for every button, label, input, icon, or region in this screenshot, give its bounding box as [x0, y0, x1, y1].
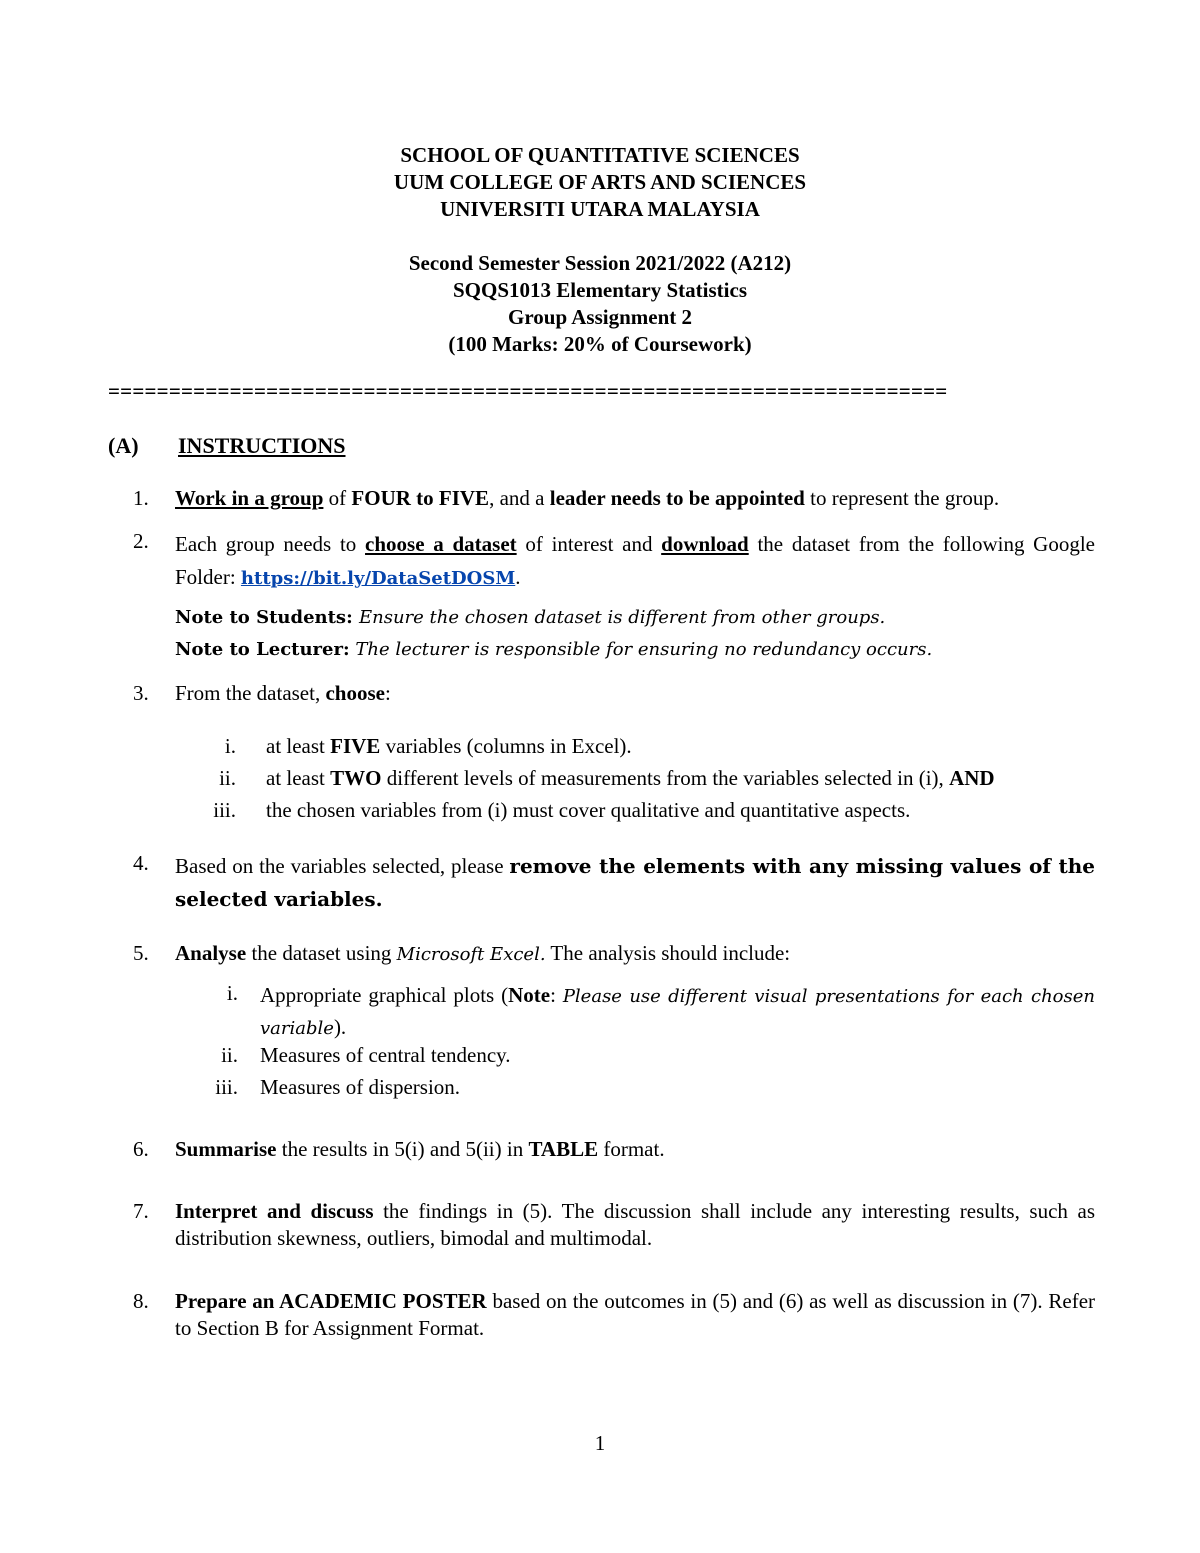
instruction-item-1: 1. Work in a group of FOUR to FIVE, and a leader needs to be appointed to represent the group.: [133, 486, 1000, 510]
assignment-title: Group Assignment 2: [508, 305, 692, 329]
sub-item: i. Appropriate graphical plots (Note: Please use different visual presentations for each chosen variable).: [226, 981, 1096, 1039]
note-students: Note to Students: Ensure the chosen dataset is different from other groups.: [175, 607, 886, 628]
marks-info: (100 Marks: 20% of Coursework): [448, 332, 752, 356]
item-number: 8.: [133, 1289, 149, 1313]
instruction-item-3: 3. From the dataset, choose:: [133, 681, 391, 705]
college-name: UUM COLLEGE OF ARTS AND SCIENCES: [393, 170, 807, 194]
page-number: 1: [594, 1431, 606, 1455]
instruction-item-8: 8. Prepare an ACADEMIC POSTER based on the outcomes in (5) and (6) as well as discussion in (7). Refer to Section B for Assignment Format.: [133, 1289, 1096, 1340]
item-number: 2.: [133, 529, 149, 553]
dataset-link[interactable]: https://bit.ly/DataSetDOSM: [240, 568, 516, 589]
course-title: SQQS1013 Elementary Statistics: [453, 278, 747, 302]
note-lecturer: Note to Lecturer: The lecturer is responsible for ensuring no redundancy occurs.: [175, 639, 933, 660]
instruction-item-4: 4. Based on the variables selected, please remove the elements with any missing values of the selected variables.: [133, 851, 1095, 911]
session: Second Semester Session 2021/2022 (A212): [408, 251, 792, 275]
item-number: 1.: [133, 486, 149, 510]
sub-item: ii. Measures of central tendency.: [221, 1043, 511, 1067]
instruction-item-6: 6. Summarise the results in 5(i) and 5(ii) in TABLE format.: [133, 1137, 665, 1161]
instruction-item-2: 2. Each group needs to choose a dataset of interest and download the dataset from the following Google Folder: https://bit.ly/DataSetDOSM.: [133, 529, 1095, 589]
sub-item: iii. the chosen variables from (i) must cover qualitative and quantitative aspects.: [213, 798, 911, 822]
item-number: 7.: [133, 1199, 149, 1223]
item-number: 5.: [133, 941, 149, 965]
divider-rule: =====================================================================: [108, 379, 948, 403]
instruction-item-5: 5. Analyse the dataset using Microsoft Excel. The analysis should include:: [133, 941, 791, 965]
section-label: (A): [108, 433, 139, 458]
section-heading: [108, 432, 346, 459]
sub-item: iii. Measures of dispersion.: [215, 1075, 461, 1099]
sub-item: i. at least FIVE variables (columns in Excel).: [224, 734, 632, 758]
section-title: INSTRUCTIONS: [178, 433, 346, 458]
university-name: UNIVERSITI UTARA MALAYSIA: [440, 197, 760, 221]
document-header: [0, 142, 1200, 358]
item-number: 4.: [133, 851, 149, 875]
school-name: SCHOOL OF QUANTITATIVE SCIENCES: [400, 143, 800, 167]
instruction-item-7: 7. Interpret and discuss the findings in (5). The discussion shall include any interesting results, such as distribution skewness, outliers, bimodal and multimodal.: [133, 1199, 1096, 1250]
sub-item: ii. at least TWO different levels of measurements from the variables selected in (i), AND: [219, 766, 995, 790]
item-number: 3.: [133, 681, 149, 705]
item-number: 6.: [133, 1137, 149, 1161]
